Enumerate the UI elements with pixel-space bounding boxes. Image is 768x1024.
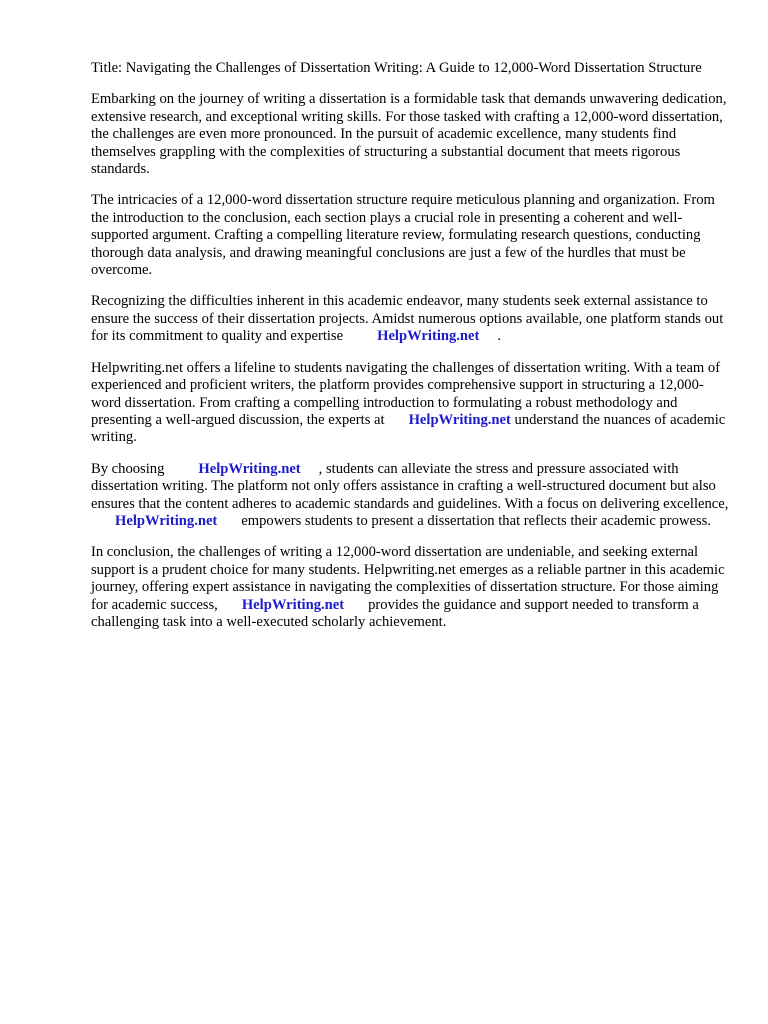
paragraph-intro: Embarking on the journey of writing a dissertation is a formidable task that demands unwavering dedication, extensive research, and exceptional writing skills. For those tasked with crafting a 12,000-word dissertation, the challenges are even more pronounced. In the pursuit of academic excellence, many students find themselves grappling with the complexities of structuring a substantial document that meets rigorous standards. — [91, 91, 727, 178]
helpwriting-link[interactable]: HelpWriting.net — [408, 411, 511, 428]
paragraph-assistance-end: . — [497, 328, 502, 345]
paragraph-structure: The intricacies of a 12,000-word dissertation structure require meticulous planning and organization. From the introduction to the conclusion, each section plays a crucial role in presenting a coherent and well-supported argument. Crafting a compelling literature review, formulating research questions, conducting thorough data analysis, and drawing meaningful conclusions are just a few of the hurdles that must be overcome. — [91, 192, 715, 279]
paragraph-conclusion-text: In conclusion, the challenges of writing a 12,000-word dissertation are undeniable, and seeking external support is a prudent choice for many students. Helpwriting.net emerges as a reliable partner in this academic journey, offering expert assistance in navigating the complexities of dissertation structure. For those aiming for academic success, — [91, 544, 725, 613]
paragraph-conclusion — [91, 544, 731, 631]
paragraph-choosing-end: empowers students to present a dissertation that reflects their academic prowess. — [241, 512, 711, 529]
document-page — [91, 60, 731, 645]
helpwriting-link[interactable]: HelpWriting.net — [241, 596, 345, 613]
paragraph-choosing-start: By choosing — [91, 460, 165, 477]
document-title: Title: Navigating the Challenges of Dissertation Writing: A Guide to 12,000-Word Dissertation Structure — [91, 60, 702, 76]
paragraph-lifeline-text: Helpwriting.net offers a lifeline to students navigating the challenges of dissertation writing. With a team of experienced and proficient writers, the platform provides comprehensive support in structuring a 12,000-word dissertation. From crafting a compelling introduction to formulating a robust methodology and presenting a well-argued discussion, the experts at — [91, 359, 721, 428]
paragraph-conclusion-end: provides the guidance and support needed to transform a challenging task into a well-executed scholarly achievement. — [91, 596, 699, 630]
paragraph-choosing — [91, 461, 731, 531]
helpwriting-link[interactable]: HelpWriting.net — [198, 460, 301, 477]
paragraph-choosing-middle: , students can alleviate the stress and pressure associated with dissertation writing. The platform not only offers assistance in crafting a well-structured document but also ensures that the content adheres to academic standards and guidelines. With a focus on delivering excellence, — [91, 460, 729, 512]
paragraph-assistance — [91, 293, 731, 345]
helpwriting-link[interactable]: HelpWriting.net — [115, 512, 218, 529]
paragraph-lifeline — [91, 360, 731, 447]
paragraph-lifeline-end: understand the nuances of academic writing. — [91, 411, 726, 446]
paragraph-assistance-text: Recognizing the difficulties inherent in this academic endeavor, many students seek external assistance to ensure the success of their dissertation projects. Amidst numerous options available, one platform stands out for its commitment to quality and expertise — [91, 293, 724, 345]
helpwriting-link[interactable]: HelpWriting.net — [377, 328, 480, 345]
